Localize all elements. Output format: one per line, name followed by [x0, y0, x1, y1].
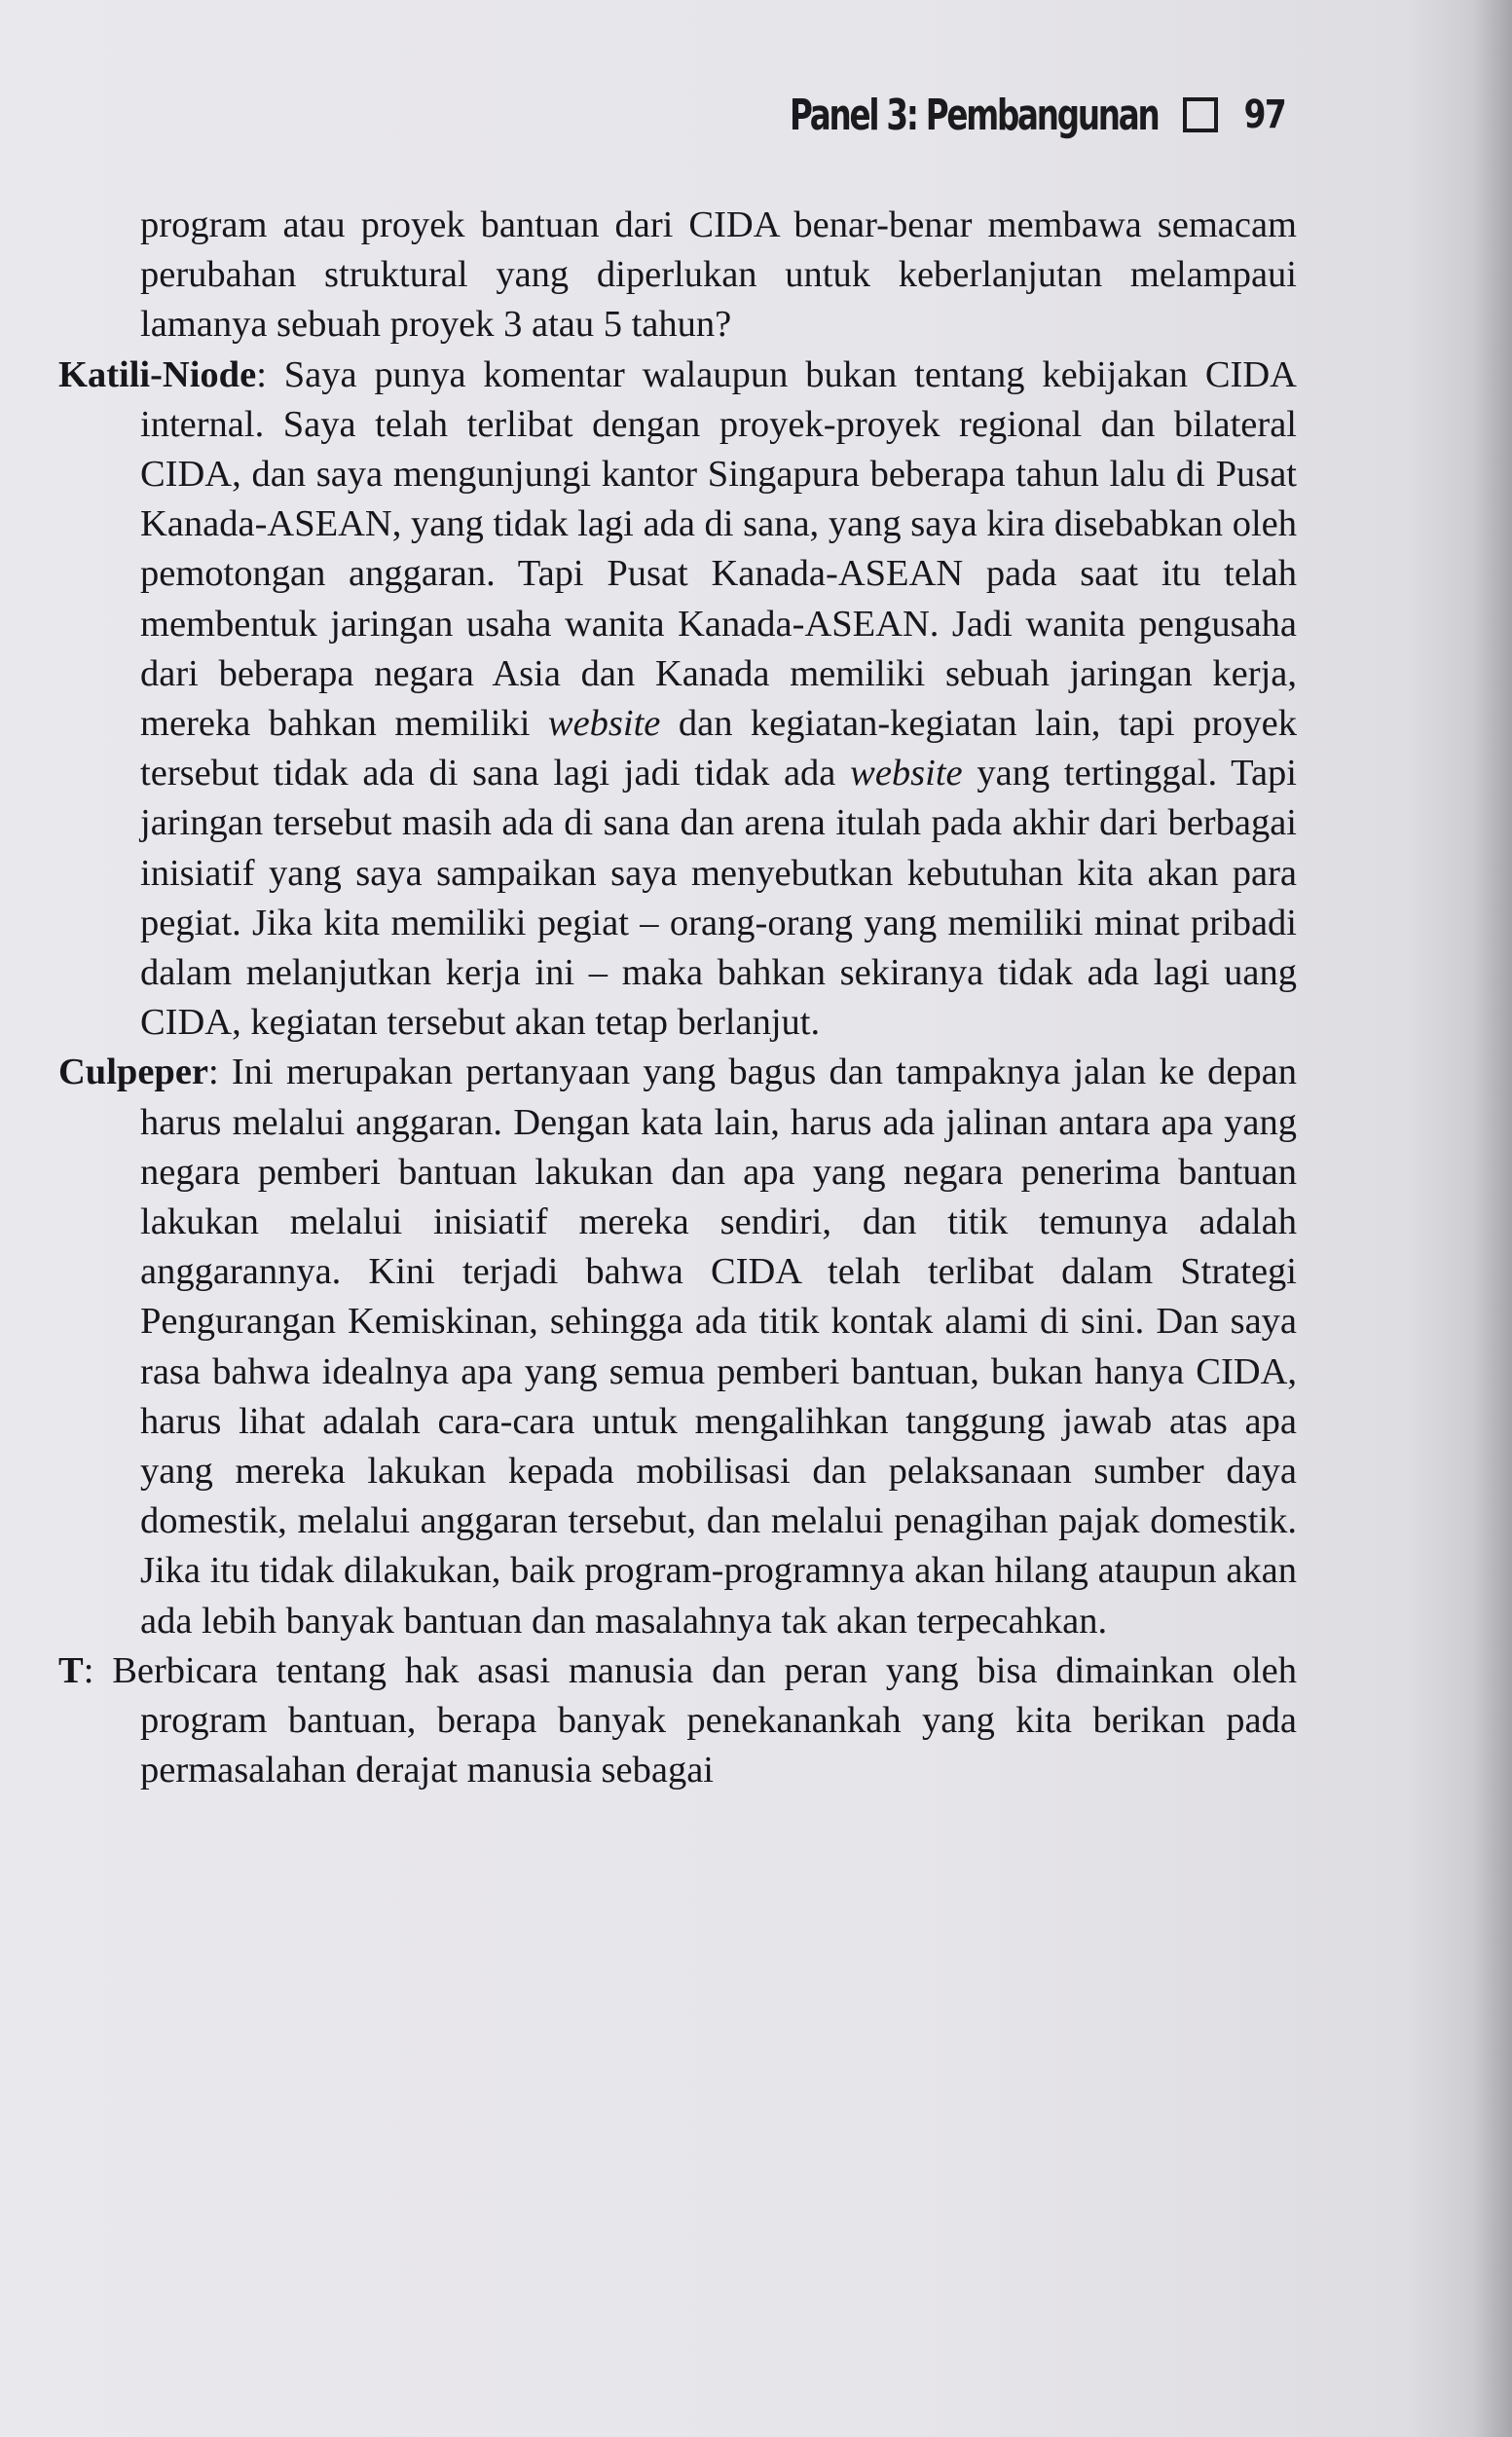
spine-shadow — [1473, 0, 1512, 2437]
italic-term: website — [850, 753, 963, 794]
paragraph-text: program atau proyek bantuan dari CIDA benar-benar membawa semacam perubahan struktural yang diperlukan untuk keberlanjutan melampaui lamanya sebuah proyek 3 atau 5 tahun? — [140, 204, 1297, 346]
header-title: Panel 3: Pembangunan — [789, 90, 1159, 140]
paragraph-text: : Berbicara tentang hak asasi manusia dan peran yang bisa dimainkan oleh program bantuan, berapa banyak penekanankah yang kita berikan pada permasalahan derajat manusia sebagai — [83, 1649, 1297, 1791]
speaker-name: Culpeper — [58, 1052, 208, 1093]
paragraph-culpeper — [58, 1048, 1297, 1645]
paragraph-continuation — [58, 201, 1297, 351]
paragraph-katili-niode — [58, 351, 1297, 1049]
paragraph-text: yang tertinggal. Tapi jaringan tersebut masih ada di sana dan arena itulah pada akhir dari berbagai inisiatif yang saya sampaikan saya menyebutkan kebutuhan kita akan para pegiat. Jika kita memiliki pegiat – orang-orang yang memiliki minat pribadi dalam melanjutkan kerja ini – maka bahkan sekiranya tidak ada lagi uang CIDA, kegiatan tersebut akan tetap berlanjut. — [140, 753, 1297, 1044]
body-text — [58, 201, 1297, 1796]
running-header — [660, 86, 1290, 144]
speaker-name: T — [58, 1649, 84, 1691]
header-square-icon — [1183, 97, 1218, 132]
paragraph-text: : Saya punya komentar walaupun bukan tentang kebijakan CIDA internal. Saya telah terlibat dengan proyek-proyek regional dan bilateral CIDA, dan saya mengunjungi kantor Singapura beberapa tahun lalu di Pusat Kanada-ASEAN, yang tidak lagi ada di sana, yang saya kira disebabkan oleh pemotongan anggaran. Tapi Pusat Kanada-ASEAN pada saat itu telah membentuk jaringan usaha wanita Kanada-ASEAN. Jadi wanita pengusaha dari beberapa negara Asia dan Kanada memiliki sebuah jaringan kerja, mereka bahkan memiliki — [140, 353, 1297, 745]
italic-term: website — [547, 703, 661, 745]
paragraph-text: dan kegiatan-kegiatan lain, tapi proyek tersebut tidak ada di sana lagi jadi tidak ada — [140, 703, 1297, 794]
speaker-name: Katili-Niode — [58, 353, 257, 395]
page-number: 97 — [1243, 92, 1286, 137]
paragraph-t — [58, 1646, 1297, 1796]
paragraph-text: : Ini merupakan pertanyaan yang bagus dan tampaknya jalan ke depan harus melalui anggaran. Dengan kata lain, harus ada jalinan antara apa yang negara pemberi bantuan lakukan dan apa yang negara penerima bantuan lakukan melalui inisiatif mereka sendiri, dan titik temunya adalah anggarannya. Kini terjadi bahwa CIDA telah terlibat dalam Strategi Pengurangan Kemiskinan, sehingga ada titik kontak alami di sini. Dan saya rasa bahwa idealnya apa yang semua pemberi bantuan, bukan hanya CIDA, harus lihat adalah cara-cara untuk mengalihkan tanggung jawab atas apa yang mereka lakukan kepada mobilisasi dan pelaksanaan sumber daya domestik, melalui anggaran tersebut, dan melalui penagihan pajak domestik. Jika itu tidak dilakukan, baik program-programnya akan hilang ataupun akan ada lebih banyak bantuan dan masalahnya tak akan terpecahkan. — [140, 1052, 1297, 1642]
